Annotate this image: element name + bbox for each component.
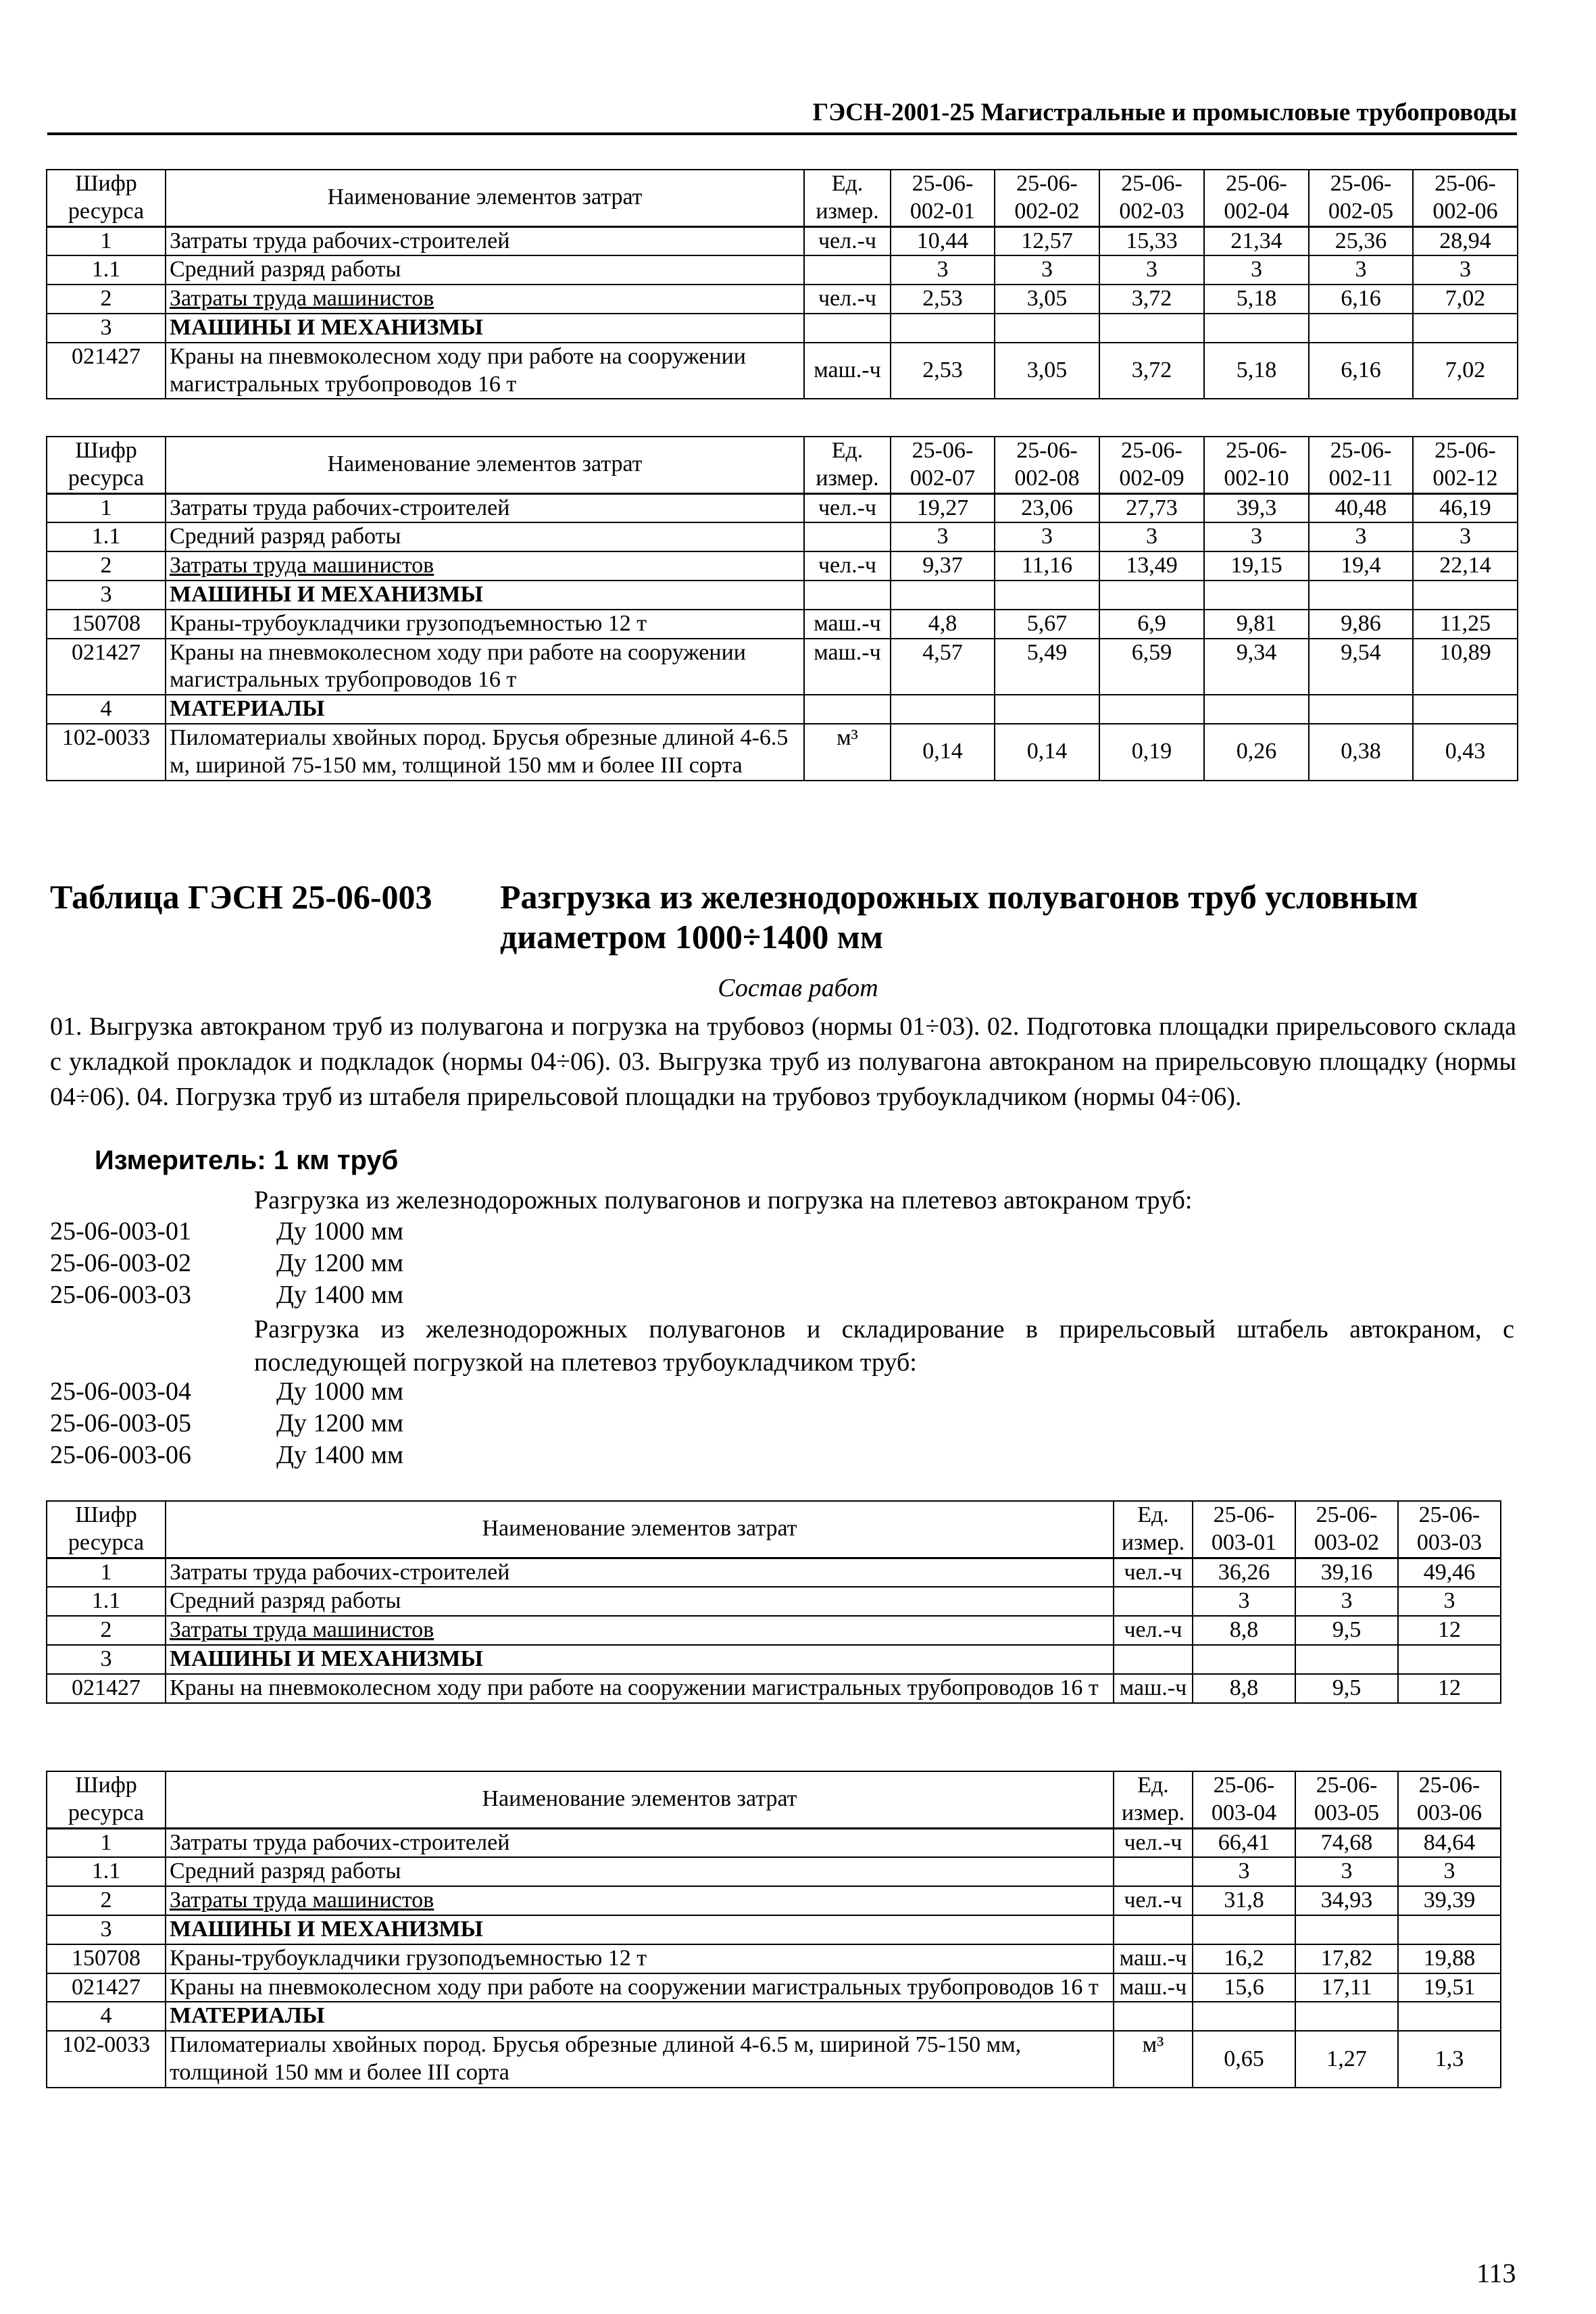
header-norm-col: 25-06-002-05 — [1309, 170, 1413, 226]
table-row: 1 Затраты труда рабочих-строителей чел.-ч 66,41 74,68 84,64 — [47, 1828, 1501, 1857]
table-row: 1 Затраты труда рабочих-строителей чел.-ч 10,44 12,57 15,33 21,34 25,36 28,94 — [47, 226, 1518, 255]
table-section-row: 4 МАТЕРИАЛЫ — [47, 695, 1518, 724]
header-norm-col: 25-06-002-01 — [891, 170, 995, 226]
resource-table-003-04-06 — [46, 1771, 1501, 2088]
norm-group-heading: Разгрузка из железнодорожных полувагонов и складирование в прирельсовый штабель автокраном, с последующей погрузкой на плетевоз трубоукладчиком труб: — [254, 1315, 1514, 1377]
header-norm-col: 25-06-002-02 — [995, 170, 1099, 226]
table-row: 1 Затраты труда рабочих-строителей чел.-ч 19,27 23,06 27,73 39,3 40,48 46,19 — [47, 493, 1518, 522]
table-section-row: 3 МАШИНЫ И МЕХАНИЗМЫ — [47, 1645, 1501, 1674]
table-header-row: Шифр ресурса Наименование элементов затрат Ед. измер. 25-06-003-04 25-06-003-05 25-06-003-06 — [47, 1771, 1501, 1828]
table-row: 2 Затраты труда машинистов чел.-ч 9,37 11,16 13,49 19,15 19,4 22,14 — [47, 551, 1518, 581]
resource-table-002-07-12 — [46, 436, 1518, 781]
measure-unit: Измеритель: 1 км труб — [95, 1146, 399, 1175]
table-row: 1.1 Средний разряд работы 3 3 3 — [47, 1857, 1501, 1886]
norm-item: 25-06-003-06 Ду 1400 мм — [50, 1441, 404, 1469]
works-composition-text: 01. Выгрузка автокраном труб из полувагона и погрузка на трубовоз (нормы 01÷03). 02. Подготовка площадки прирельсового склада с укладкой прокладок и подкладок (нормы 04÷06). 03. Выгрузка труб из полувагона автокраном на прирельсовую площадку (нормы 04÷06). 04. Погрузка труб из штабеля прирельсовой площадки на трубовоз трубоукладчиком (нормы 04÷06). — [50, 1012, 1516, 1112]
table-number: Таблица ГЭСН 25-06-003 — [50, 878, 432, 916]
running-header: ГЭСН-2001-25 Магистральные и промысловые трубопроводы — [47, 98, 1517, 135]
norm-item: 25-06-003-03 Ду 1400 мм — [50, 1281, 404, 1309]
header-norm-col: 25-06-002-03 — [1099, 170, 1204, 226]
norm-item: 25-06-003-01 Ду 1000 мм — [50, 1217, 404, 1246]
page-number: 113 — [1476, 2258, 1516, 2288]
resource-table-003-01-03 — [46, 1500, 1501, 1704]
table-row: 2 Затраты труда машинистов чел.-ч 8,8 9,5 12 — [47, 1616, 1501, 1645]
table-row: 102-0033 Пиломатериалы хвойных пород. Брусья обрезные длиной 4-6.5 м, шириной 75-150 мм, толщиной 150 мм и более III сорта м³ 0,65 1,27 1,3 — [47, 2031, 1501, 2088]
table-row: 1.1 Средний разряд работы 3 3 3 — [47, 1587, 1501, 1616]
table-row: 102-0033 Пиломатериалы хвойных пород. Брусья обрезные длиной 4-6.5 м, шириной 75-150 мм, толщиной 150 мм и более III сорта м³ 0,14 0,14 0,19 0,26 0,38 0,43 — [47, 724, 1518, 781]
table-row: 021427 Краны на пневмоколесном ходу при работе на сооружении магистральных трубопроводов 16 т маш.-ч 15,6 17,11 19,51 — [47, 1973, 1501, 2002]
header-norm-col: 25-06-002-04 — [1204, 170, 1309, 226]
table-title: Разгрузка из железнодорожных полувагонов труб условным диаметром 1000÷1400 мм — [500, 878, 1418, 956]
table-row: 150708 Краны-трубоукладчики грузоподъемностью 12 т маш.-ч 16,2 17,82 19,88 — [47, 1944, 1501, 1973]
table-row: 1.1 Средний разряд работы 3 3 3 3 3 3 — [47, 255, 1518, 285]
table-header-row: Шифр ресурса Наименование элементов затрат Ед. измер. 25-06-002-07 25-06-002-08 25-06-002-09 25-06-002-10 25-06-002-11 25-06-002-12 — [47, 437, 1518, 493]
table-header-row — [47, 170, 1518, 226]
norm-group-heading: Разгрузка из железнодорожных полувагонов и погрузка на плетевоз автокраном труб: — [254, 1186, 1193, 1214]
table-row: 1.1 Средний разряд работы 3 3 3 3 3 3 — [47, 522, 1518, 551]
header-norm-col: 25-06-002-06 — [1413, 170, 1518, 226]
table-header-row: Шифр ресурса Наименование элементов затрат Ед. измер. 25-06-003-01 25-06-003-02 25-06-003-03 — [47, 1501, 1501, 1558]
resource-table-002-01-06 — [46, 169, 1518, 399]
table-row: 2 Затраты труда машинистов чел.-ч 2,53 3,05 3,72 5,18 6,16 7,02 — [47, 285, 1518, 314]
table-row: 021427 Краны на пневмоколесном ходу при работе на сооружении магистральных трубопроводов 16 т маш.-ч 2,53 3,05 3,72 5,18 6,16 7,02 — [47, 343, 1518, 399]
table-row: 2 Затраты труда машинистов чел.-ч 31,8 34,93 39,39 — [47, 1886, 1501, 1915]
header-code: Шифр ресурса — [47, 170, 166, 226]
table-row: 021427 Краны на пневмоколесном ходу при работе на сооружении магистральных трубопроводов 16 т маш.-ч 8,8 9,5 12 — [47, 1674, 1501, 1703]
table-row: 150708 Краны-трубоукладчики грузоподъемностью 12 т маш.-ч 4,8 5,67 6,9 9,81 9,86 11,25 — [47, 610, 1518, 639]
header-name: Наименование элементов затрат — [166, 170, 804, 226]
norm-item: 25-06-003-05 Ду 1200 мм — [50, 1409, 404, 1437]
norm-item: 25-06-003-04 Ду 1000 мм — [50, 1377, 404, 1406]
table-row: 021427 Краны на пневмоколесном ходу при работе на сооружении магистральных трубопроводов 16 т маш.-ч 4,57 5,49 6,59 9,34 9,54 10,89 — [47, 639, 1518, 695]
table-section-row: 3 МАШИНЫ И МЕХАНИЗМЫ — [47, 314, 1518, 343]
table-row: 1 Затраты труда рабочих-строителей чел.-ч 36,26 39,16 49,46 — [47, 1558, 1501, 1587]
table-section-row: 3 МАШИНЫ И МЕХАНИЗМЫ — [47, 581, 1518, 610]
header-unit: Ед. измер. — [804, 170, 891, 226]
composition-heading: Состав работ — [718, 974, 878, 1002]
table-section-row: 4 МАТЕРИАЛЫ — [47, 2002, 1501, 2031]
table-section-row: 3 МАШИНЫ И МЕХАНИЗМЫ — [47, 1915, 1501, 1944]
norm-item: 25-06-003-02 Ду 1200 мм — [50, 1249, 404, 1277]
